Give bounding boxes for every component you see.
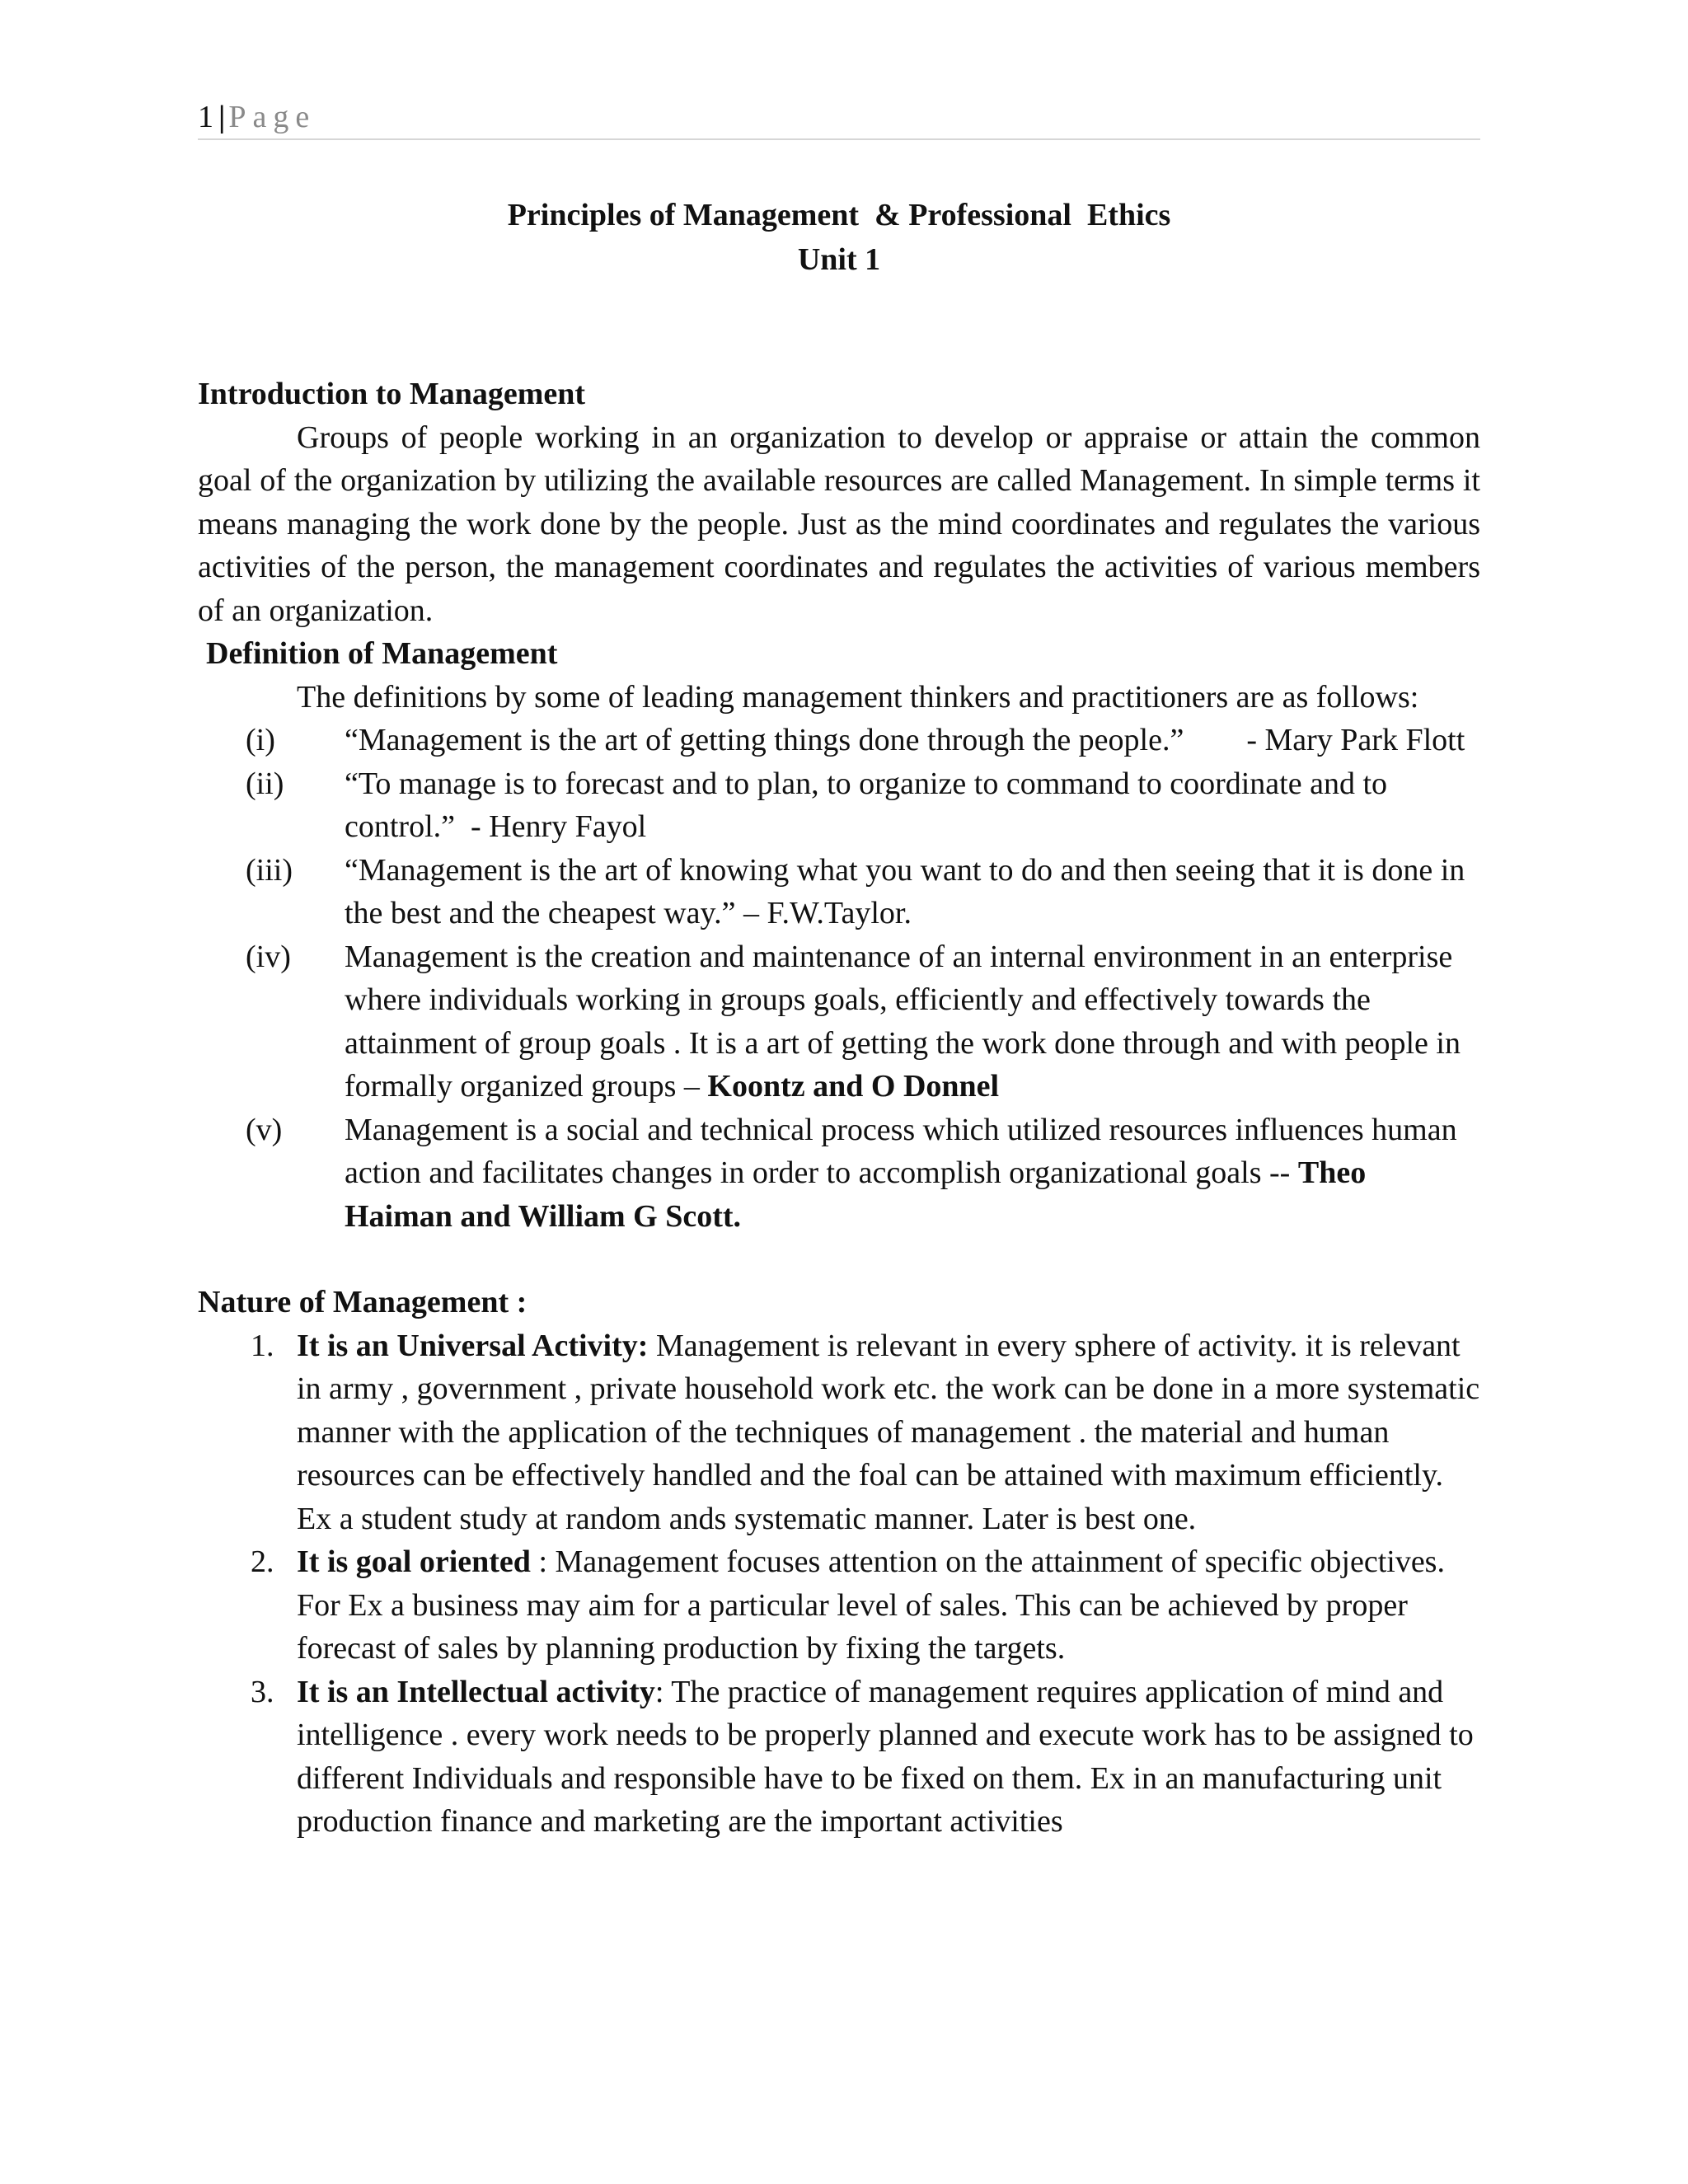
nature-item [198, 1540, 1480, 1671]
definition-item [198, 1108, 1480, 1239]
definition-list [198, 719, 1480, 1238]
nature-text: Management is relevant in every sphere of activity. it is relevant in army , government , private household work etc. the work can be done in a more systematic manner with the application of the techniques of management . the material and human resources can be effectively handled and the foal can be attained with maximum efficiently. Ex a student study at random ands systematic manner. Later is best one. [297, 1328, 1480, 1536]
definition-item [198, 719, 1480, 762]
nature-heading: Nature of Management : [198, 1285, 528, 1319]
definition-item [198, 935, 1480, 1108]
definition-item [198, 762, 1480, 849]
page-label: Page [228, 100, 316, 134]
document-body [198, 193, 1480, 1844]
nature-term: It is an Universal Activity: [297, 1328, 649, 1363]
intro-paragraph: Groups of people working in an organization to develop or appraise or attain the common goal of the organization by utilizing the available resources are called Management. In simple terms it means managing the work done by the people. Just as the mind coordinates and regulates the various activities of the person, the management coordinates and regulates the activities of various members of an organization. [198, 419, 1480, 628]
list-marker: (v) [246, 1112, 283, 1147]
definition-lead: The definitions by some of leading management thinkers and practitioners are as follows: [297, 679, 1419, 715]
definition-author: Theo Haiman and William G Scott. [345, 1155, 1367, 1234]
definition-text: Management is a social and technical process which utilized resources influences human action and facilitates changes in order to accomplish organizational goals -- [345, 1112, 1457, 1190]
nature-item [198, 1324, 1480, 1541]
nature-item [198, 1671, 1480, 1844]
document-title [198, 193, 1480, 282]
definition-item [198, 849, 1480, 935]
list-marker: (ii) [246, 766, 284, 801]
intro-heading: Introduction to Management [198, 377, 586, 411]
nature-text: : The practice of management requires application of mind and intelligence . every work needs to be properly planned and execute work has to be assigned to different Individuals and responsible have to be fixed on them. Ex in an manufacturing unit production finance and marketing are the important activities [297, 1674, 1474, 1839]
list-marker: (iii) [246, 852, 293, 888]
definition-text: Management is the creation and maintenance of an internal environment in an enterprise where individuals working in groups goals, efficiently and effectively towards the attainment of group goals . It is a art of getting the work done through and with people in formally organized groups – [345, 939, 1461, 1104]
page-header [198, 96, 1480, 140]
nature-text: : Management focuses attention on the attainment of specific objectives. For Ex a business may aim for a particular level of sales. This can be achieved by proper forecast of sales by planning production by fixing the targets. [297, 1544, 1445, 1666]
header-separator: | [218, 100, 226, 134]
definition-text: “Management is the art of knowing what you want to do and then seeing that it is done in the best and the cheapest way.” – F.W.Taylor. [345, 852, 1465, 930]
definition-heading: Definition of Management [206, 636, 558, 671]
list-marker: 3. [251, 1674, 274, 1709]
title-line-1: Principles of Management & Professional Ethics [507, 198, 1171, 232]
list-marker: (i) [246, 723, 275, 757]
definition-text: “Management is the art of getting things done through the people.” - Mary Park Flott [345, 723, 1465, 757]
nature-term: It is an Intellectual activity [297, 1674, 655, 1709]
list-marker: 1. [251, 1328, 274, 1363]
definition-text: “To manage is to forecast and to plan, to organize to command to coordinate and to control.” - Henry Fayol [345, 766, 1395, 844]
list-marker: 2. [251, 1544, 274, 1579]
nature-list [198, 1324, 1480, 1844]
spacer [198, 1238, 1480, 1281]
page-number: 1 [198, 100, 213, 134]
list-marker: (iv) [246, 939, 291, 974]
definition-author: Koontz and O Donnel [707, 1069, 1000, 1104]
title-line-2: Unit 1 [797, 242, 881, 277]
spacer [198, 282, 1480, 373]
nature-term: It is goal oriented [297, 1544, 531, 1579]
